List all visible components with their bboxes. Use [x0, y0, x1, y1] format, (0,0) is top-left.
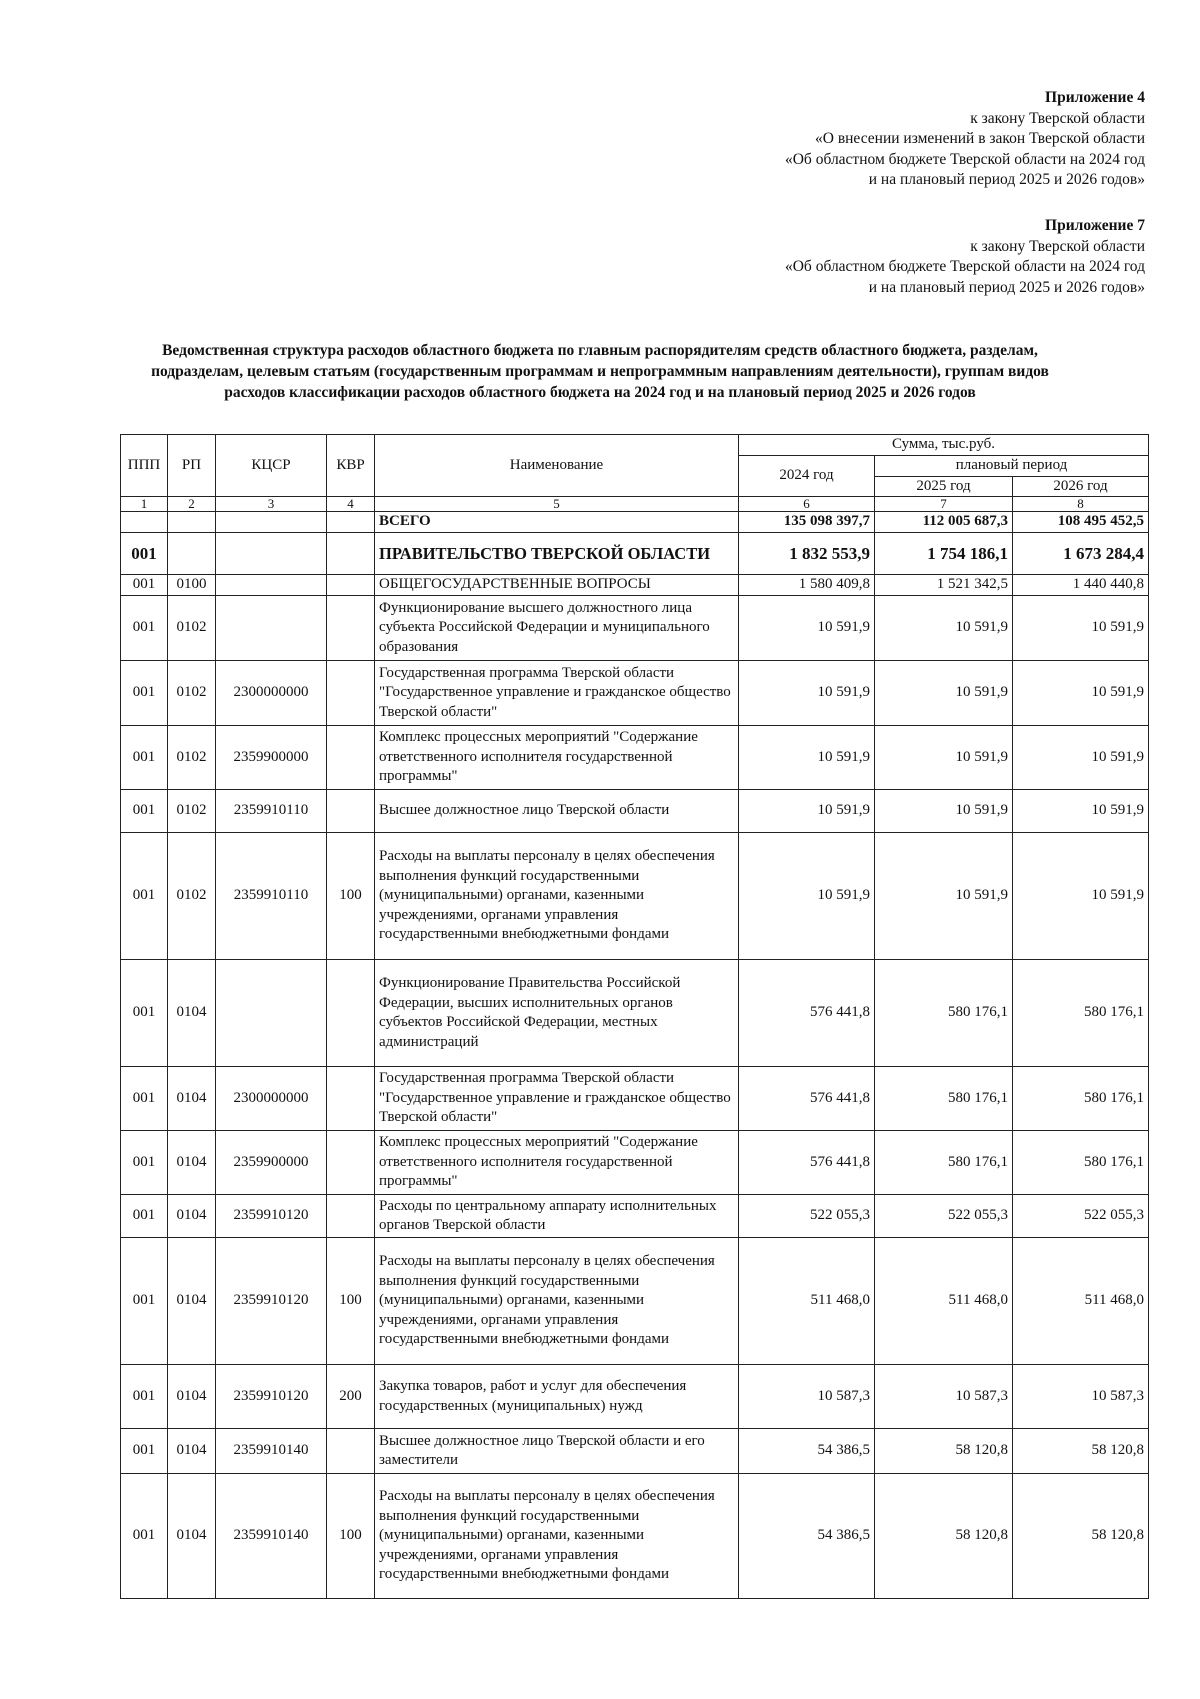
cell-2025: 1 754 186,1	[875, 533, 1013, 575]
cell-kvr	[327, 661, 375, 726]
cell-rp: 0102	[168, 596, 216, 661]
budget-table	[120, 434, 1149, 1599]
cell-kvr	[327, 596, 375, 661]
cell-2026: 58 120,8	[1013, 1429, 1149, 1474]
cell-2024: 10 591,9	[739, 661, 875, 726]
cell-kvr	[327, 726, 375, 790]
cell-ppp: 001	[121, 1474, 168, 1599]
column-number: 6	[739, 497, 875, 512]
cell-rp: 0104	[168, 1474, 216, 1599]
cell-name: Государственная программа Тверской области "Государственное управление и гражданское общество Тверской области"	[375, 1067, 739, 1131]
table-row	[121, 596, 1149, 661]
cell-2025: 580 176,1	[875, 960, 1013, 1067]
table-row	[121, 960, 1149, 1067]
table-row	[121, 1195, 1149, 1238]
cell-kvr	[327, 1067, 375, 1131]
cell-2026: 1 673 284,4	[1013, 533, 1149, 575]
header-kcsr: КЦСР	[216, 435, 327, 497]
cell-2026: 10 591,9	[1013, 833, 1149, 960]
cell-2024: 1 832 553,9	[739, 533, 875, 575]
column-number-row	[121, 497, 1149, 512]
cell-kvr: 100	[327, 1474, 375, 1599]
cell-name: Высшее должностное лицо Тверской области и его заместители	[375, 1429, 739, 1474]
cell-kcsr: 2359910120	[216, 1238, 327, 1365]
cell-kcsr: 2359910110	[216, 833, 327, 960]
appendix-4-heading: Приложение 4	[1045, 89, 1145, 106]
cell-name: Расходы по центральному аппарату исполнительных органов Тверской области	[375, 1195, 739, 1238]
column-number: 7	[875, 497, 1013, 512]
cell-2024: 135 098 397,7	[739, 512, 875, 533]
cell-rp: 0102	[168, 661, 216, 726]
cell-kvr	[327, 960, 375, 1067]
header-kvr: КВР	[327, 435, 375, 497]
cell-2024: 511 468,0	[739, 1238, 875, 1365]
table-row	[121, 575, 1149, 596]
cell-name: Государственная программа Тверской области "Государственное управление и гражданское общество Тверской области"	[375, 661, 739, 726]
cell-2025: 511 468,0	[875, 1238, 1013, 1365]
cell-2024: 10 591,9	[739, 596, 875, 661]
cell-2024: 10 591,9	[739, 833, 875, 960]
cell-ppp: 001	[121, 533, 168, 575]
cell-kvr: 100	[327, 1238, 375, 1365]
cell-rp: 0104	[168, 1238, 216, 1365]
cell-rp: 0104	[168, 1365, 216, 1429]
table-row	[121, 833, 1149, 960]
cell-kcsr: 2300000000	[216, 1067, 327, 1131]
cell-2026: 10 591,9	[1013, 661, 1149, 726]
table-row	[121, 1365, 1149, 1429]
cell-2026: 10 591,9	[1013, 726, 1149, 790]
cell-rp: 0104	[168, 1195, 216, 1238]
cell-kcsr: 2359910120	[216, 1365, 327, 1429]
column-number: 8	[1013, 497, 1149, 512]
cell-2025: 522 055,3	[875, 1195, 1013, 1238]
cell-ppp: 001	[121, 1067, 168, 1131]
cell-ppp: 001	[121, 1365, 168, 1429]
table-row	[121, 1067, 1149, 1131]
cell-kvr: 200	[327, 1365, 375, 1429]
cell-2024: 54 386,5	[739, 1474, 875, 1599]
cell-rp: 0100	[168, 575, 216, 596]
table-row	[121, 661, 1149, 726]
cell-rp	[168, 512, 216, 533]
cell-2024: 1 580 409,8	[739, 575, 875, 596]
table-row	[121, 1238, 1149, 1365]
header-rp: РП	[168, 435, 216, 497]
cell-rp: 0104	[168, 1067, 216, 1131]
column-number: 5	[375, 497, 739, 512]
cell-name: ОБЩЕГОСУДАРСТВЕННЫЕ ВОПРОСЫ	[375, 575, 739, 596]
cell-rp: 0102	[168, 790, 216, 833]
cell-name: Функционирование высшего должностного лица субъекта Российской Федерации и муниципального образования	[375, 596, 739, 661]
table-row	[121, 1474, 1149, 1599]
cell-2026: 108 495 452,5	[1013, 512, 1149, 533]
cell-name: Функционирование Правительства Российской Федерации, высших исполнительных органов субъектов Российской Федерации, местных администраций	[375, 960, 739, 1067]
cell-kcsr: 2359910120	[216, 1195, 327, 1238]
cell-2025: 10 591,9	[875, 790, 1013, 833]
appendix-4-line: «Об областном бюджете Тверской области на 2024 год	[784, 150, 1145, 168]
cell-2025: 10 591,9	[875, 726, 1013, 790]
cell-2026: 1 440 440,8	[1013, 575, 1149, 596]
column-number: 3	[216, 497, 327, 512]
cell-kcsr	[216, 533, 327, 575]
cell-kvr	[327, 575, 375, 596]
cell-2026: 511 468,0	[1013, 1238, 1149, 1365]
cell-ppp	[121, 512, 168, 533]
cell-ppp: 001	[121, 1238, 168, 1365]
cell-kvr	[327, 1131, 375, 1195]
cell-kcsr	[216, 575, 327, 596]
cell-ppp: 001	[121, 661, 168, 726]
cell-kcsr	[216, 596, 327, 661]
cell-2024: 10 591,9	[739, 726, 875, 790]
header-2025: 2025 год	[875, 476, 1013, 497]
cell-2025: 10 591,9	[875, 833, 1013, 960]
table-row-total	[121, 512, 1149, 533]
appendix-4-line: к закону Тверской области	[970, 109, 1145, 127]
cell-2026: 522 055,3	[1013, 1195, 1149, 1238]
cell-kcsr: 2359910140	[216, 1429, 327, 1474]
cell-name: ВСЕГО	[375, 512, 739, 533]
cell-kcsr: 2359910110	[216, 790, 327, 833]
cell-rp: 0104	[168, 1429, 216, 1474]
document-title-line: подразделам, целевым статьям (государственным программам и непрограммным направлениям деятельности), группам видов	[151, 363, 1049, 380]
cell-kvr	[327, 533, 375, 575]
cell-name: Комплекс процессных мероприятий "Содержание ответственного исполнителя государственной программы"	[375, 726, 739, 790]
appendix-7-line: к закону Тверской области	[970, 237, 1145, 255]
cell-kvr	[327, 1195, 375, 1238]
cell-2024: 576 441,8	[739, 1131, 875, 1195]
cell-2025: 580 176,1	[875, 1067, 1013, 1131]
cell-2026: 580 176,1	[1013, 1131, 1149, 1195]
cell-kcsr	[216, 960, 327, 1067]
cell-2026: 58 120,8	[1013, 1474, 1149, 1599]
document-title-line: Ведомственная структура расходов областного бюджета по главным распорядителям средств областного бюджета, разделам,	[162, 342, 1038, 359]
appendix-7-line: и на плановый период 2025 и 2026 годов»	[868, 278, 1145, 296]
cell-2026: 580 176,1	[1013, 960, 1149, 1067]
cell-name: Расходы на выплаты персоналу в целях обеспечения выполнения функций государственными (муниципальными) органами, казенными учреждениями, органами управления государственными внебюджетными фондами	[375, 1238, 739, 1365]
cell-kvr	[327, 1429, 375, 1474]
cell-2025: 58 120,8	[875, 1429, 1013, 1474]
cell-2024: 576 441,8	[739, 1067, 875, 1131]
cell-2025: 112 005 687,3	[875, 512, 1013, 533]
cell-2026: 10 591,9	[1013, 596, 1149, 661]
cell-rp	[168, 533, 216, 575]
header-plan-period: плановый период	[875, 456, 1149, 477]
cell-kcsr: 2359900000	[216, 726, 327, 790]
table-row	[121, 1429, 1149, 1474]
cell-2026: 10 591,9	[1013, 790, 1149, 833]
cell-rp: 0104	[168, 1131, 216, 1195]
cell-ppp: 001	[121, 833, 168, 960]
appendix-4-header	[785, 88, 1145, 191]
cell-kcsr: 2300000000	[216, 661, 327, 726]
cell-name: Расходы на выплаты персоналу в целях обеспечения выполнения функций государственными (муниципальными) органами, казенными учреждениями, органами управления государственными внебюджетными фондами	[375, 1474, 739, 1599]
document-title-line: расходов классификации расходов областного бюджета на 2024 год и на плановый период 2025 и 2026 годов	[224, 384, 976, 401]
cell-name: Комплекс процессных мероприятий "Содержание ответственного исполнителя государственной программы"	[375, 1131, 739, 1195]
header-2026: 2026 год	[1013, 476, 1149, 497]
cell-ppp: 001	[121, 790, 168, 833]
appendix-7-header	[785, 216, 1145, 298]
appendix-4-line: и на плановый период 2025 и 2026 годов»	[868, 171, 1145, 188]
document-title	[120, 340, 1080, 403]
column-number: 2	[168, 497, 216, 512]
cell-kvr	[327, 512, 375, 533]
cell-kvr: 100	[327, 833, 375, 960]
header-ppp: ППП	[121, 435, 168, 497]
table-row	[121, 790, 1149, 833]
cell-2025: 10 591,9	[875, 596, 1013, 661]
cell-rp: 0104	[168, 960, 216, 1067]
cell-ppp: 001	[121, 596, 168, 661]
table-row	[121, 1131, 1149, 1195]
cell-ppp: 001	[121, 960, 168, 1067]
cell-ppp: 001	[121, 1195, 168, 1238]
cell-2024: 54 386,5	[739, 1429, 875, 1474]
cell-ppp: 001	[121, 726, 168, 790]
cell-ppp: 001	[121, 1131, 168, 1195]
appendix-7-heading: Приложение 7	[1045, 217, 1145, 234]
header-sum: Сумма, тыс.руб.	[739, 435, 1149, 456]
cell-2025: 58 120,8	[875, 1474, 1013, 1599]
cell-2024: 10 591,9	[739, 790, 875, 833]
cell-rp: 0102	[168, 726, 216, 790]
cell-2026: 10 587,3	[1013, 1365, 1149, 1429]
cell-2025: 10 591,9	[875, 661, 1013, 726]
column-number: 1	[121, 497, 168, 512]
table-row	[121, 726, 1149, 790]
cell-name: Закупка товаров, работ и услуг для обеспечения государственных (муниципальных) нужд	[375, 1365, 739, 1429]
column-number: 4	[327, 497, 375, 512]
cell-2024: 576 441,8	[739, 960, 875, 1067]
appendix-4-line: «О внесении изменений в закон Тверской области	[815, 130, 1145, 147]
cell-kvr	[327, 790, 375, 833]
cell-kcsr: 2359910140	[216, 1474, 327, 1599]
header-2024: 2024 год	[739, 456, 875, 497]
cell-name: Расходы на выплаты персоналу в целях обеспечения выполнения функций государственными (муниципальными) органами, казенными учреждениями, органами управления государственными внебюджетными фондами	[375, 833, 739, 960]
cell-2025: 10 587,3	[875, 1365, 1013, 1429]
cell-2025: 580 176,1	[875, 1131, 1013, 1195]
cell-kcsr	[216, 512, 327, 533]
table-row	[121, 533, 1149, 575]
cell-ppp: 001	[121, 1429, 168, 1474]
cell-2024: 522 055,3	[739, 1195, 875, 1238]
cell-kcsr: 2359900000	[216, 1131, 327, 1195]
cell-name: ПРАВИТЕЛЬСТВО ТВЕРСКОЙ ОБЛАСТИ	[375, 533, 739, 575]
cell-2025: 1 521 342,5	[875, 575, 1013, 596]
cell-2024: 10 587,3	[739, 1365, 875, 1429]
cell-ppp: 001	[121, 575, 168, 596]
appendix-7-line: «Об областном бюджете Тверской области на 2024 год	[784, 258, 1145, 275]
header-name: Наименование	[375, 435, 739, 497]
cell-rp: 0102	[168, 833, 216, 960]
cell-2026: 580 176,1	[1013, 1067, 1149, 1131]
cell-name: Высшее должностное лицо Тверской области	[375, 790, 739, 833]
